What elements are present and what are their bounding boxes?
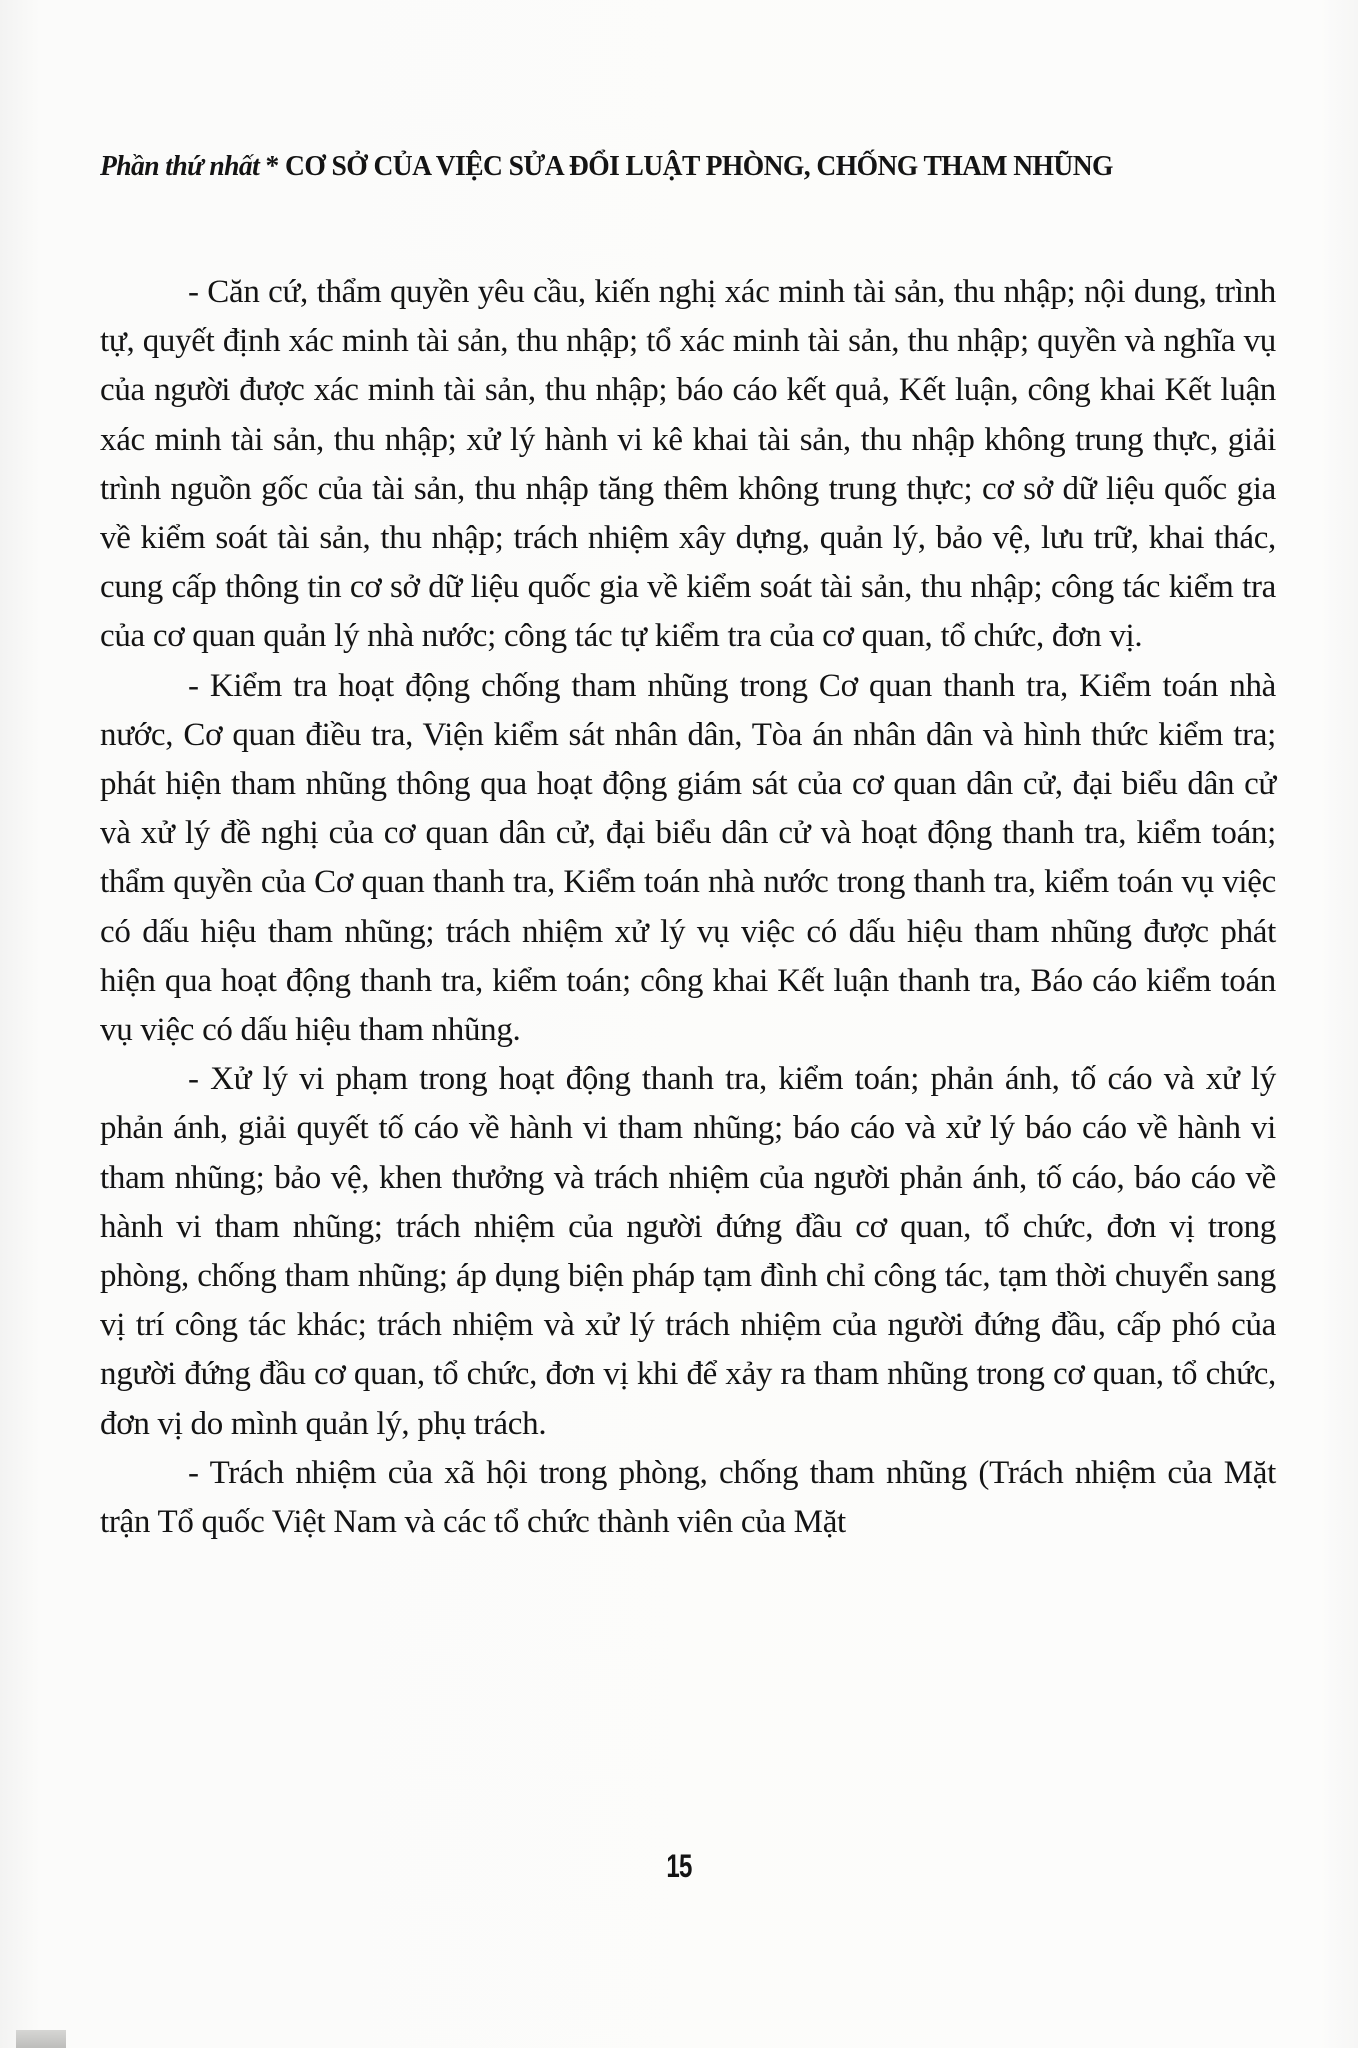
- scan-edge-mark: [16, 2030, 66, 2048]
- chapter-title: CƠ SỞ CỦA VIỆC SỬA ĐỔI LUẬT PHÒNG, CHỐNG THAM NHŨNG: [285, 150, 1113, 182]
- page-number: 15: [666, 1848, 692, 1884]
- paragraph-asset-verification: - Căn cứ, thẩm quyền yêu cầu, kiến nghị xác minh tài sản, thu nhập; nội dung, trình tự, quyết định xác minh tài sản, thu nhập; tổ xác minh tài sản, thu nhập; quyền và nghĩa vụ của người được xác minh tài sản, thu nhập; báo cáo kết quả, Kết luận, công khai Kết luận xác minh tài sản, thu nhập; xử lý hành vi kê khai tài sản, thu nhập không trung thực, giải trình nguồn gốc của tài sản, thu nhập tăng thêm không trung thực; cơ sở dữ liệu quốc gia về kiểm soát tài sản, thu nhập; trách nhiệm xây dựng, quản lý, bảo vệ, lưu trữ, khai thác, cung cấp thông tin cơ sở dữ liệu quốc gia về kiểm soát tài sản, thu nhập; công tác kiểm tra của cơ quan quản lý nhà nước; công tác tự kiểm tra của cơ quan, tổ chức, đơn vị.: [100, 274, 1276, 655]
- paragraph-anti-corruption-inspection: - Kiểm tra hoạt động chống tham nhũng trong Cơ quan thanh tra, Kiểm toán nhà nước, Cơ quan điều tra, Viện kiểm sát nhân dân, Tòa án nhân dân và hình thức kiểm tra; phát hiện tham nhũng thông qua hoạt động giám sát của cơ quan dân cử, đại biểu dân cử và xử lý đề nghị của cơ quan dân cử, đại biểu dân cử và hoạt động thanh tra, kiểm toán; thẩm quyền của Cơ quan thanh tra, Kiểm toán nhà nước trong thanh tra, kiểm toán vụ việc có dấu hiệu tham nhũng; trách nhiệm xử lý vụ việc có dấu hiệu tham nhũng được phát hiện qua hoạt động thanh tra, kiểm toán; công khai Kết luận thanh tra, Báo cáo kiểm toán vụ việc có dấu hiệu tham nhũng.: [100, 667, 1276, 1049]
- separator-asterisk: *: [259, 150, 286, 182]
- paragraph-social-responsibility: - Trách nhiệm của xã hội trong phòng, chống tham nhũng (Trách nhiệm của Mặt trận Tổ quốc Việt Nam và các tổ chức thành viên của Mặt: [100, 1454, 1276, 1541]
- paragraph-violation-handling: - Xử lý vi phạm trong hoạt động thanh tra, kiểm toán; phản ánh, tố cáo và xử lý phản ánh, giải quyết tố cáo về hành vi tham nhũng; báo cáo và xử lý báo cáo về hành vi tham nhũng; bảo vệ, khen thưởng và trách nhiệm của người phản ánh, tố cáo, báo cáo về hành vi tham nhũng; trách nhiệm của người đứng đầu cơ quan, tổ chức, đơn vị trong phòng, chống tham nhũng; áp dụng biện pháp tạm đình chỉ công tác, tạm thời chuyển sang vị trí công tác khác; trách nhiệm và xử lý trách nhiệm của người đứng đầu, cấp phó của người đứng đầu cơ quan, tổ chức, đơn vị khi để xảy ra tham nhũng trong cơ quan, tổ chức, đơn vị do mình quản lý, phụ trách.: [100, 1061, 1276, 1442]
- part-label: Phần thứ nhất: [100, 150, 260, 182]
- body-text: [100, 268, 1276, 1547]
- running-head: [100, 150, 1219, 183]
